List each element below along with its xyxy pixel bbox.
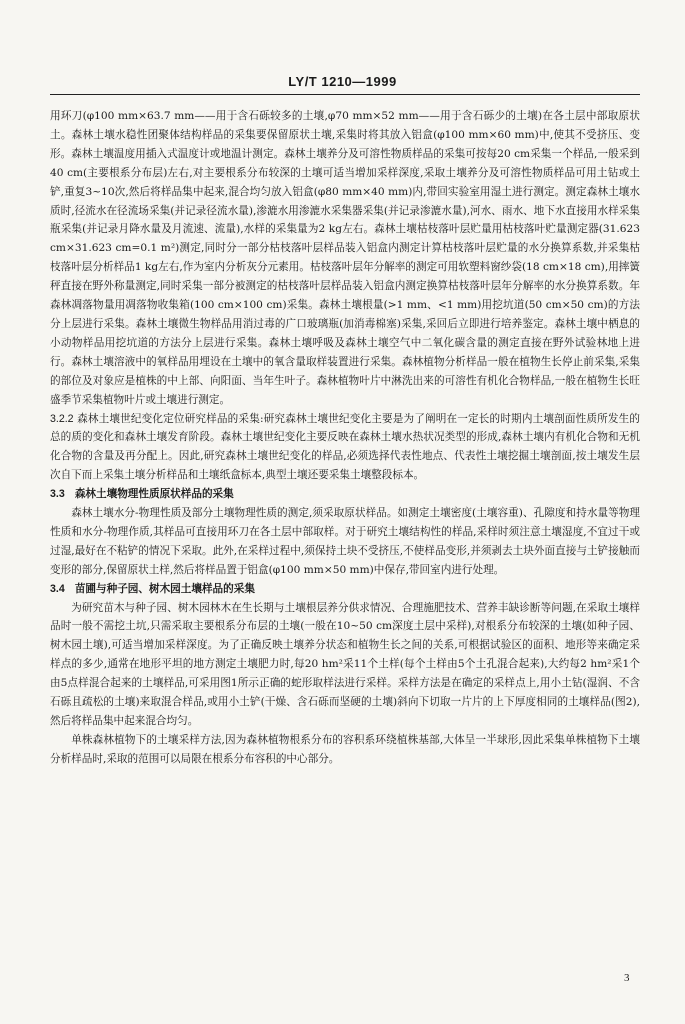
section-3-4-text: 为研究苗木与种子园、树木园林木在生长期与土壤根层养分供求情况、合理施肥技术、营养丰缺诊断等问题,在采取土壤样品时一般不需挖土坑,只需采取主要根系分布层的土壤(一般在10~50 cm深度土层中采样),对根系分布较深的土壤(如种子园、树木园土壤),可适当增加采样深度。为了正确反映土壤养分状态和植物生长之间的关系,可根据试验区的面积、地形等来确定采样点的多少,通常在地形平坦的地方测定土壤肥力时,每20 hm²采11个土样(每个土样由5个土孔混合起来),大约每2 hm²采1个由5点样混合起来的土壤样品,可采用图1所示正确的蛇形取样法进行采样。采样方法是在确定的采样点上,用小土钻(湿润、不含石砾且疏松的土壤)来取混合样品,或用小土铲(干燥、含石砾而坚硬的土壤)斜向下切取一片片的上下厚度相同的土壤样品(图2),然后将样品集中起来混合均匀。 — [50, 601, 640, 727]
standard-number: LY/T 1210—1999 — [288, 74, 397, 89]
section-title: 森林土壤物理性质原状样品的采集 — [74, 488, 234, 501]
section-3-4-heading — [50, 580, 640, 599]
section-number: 3.3 — [50, 488, 65, 501]
page-number: 3 — [624, 972, 630, 984]
header-rule — [50, 94, 640, 95]
section-text: 森林土壤世纪变化定位研究样品的采集:研究森林土壤世纪变化主要是为了阐明在一定长的时期内土壤剖面性质所发生的总的质的变化和森林土壤发育阶段。森林土壤世纪变化主要反映在森林土壤水热状况类型的形成,森林土壤内有机化合物和无机化合物的含量及再分配上。因此,研究森林土壤世纪变化的样品,必须选择代表性地点、代表性土壤挖掘土壤剖面,按土壤发生层次自下而上采集土壤分析样品和土壤纸盒标本,典型土壤还要采集土壤整段标本。 — [50, 412, 640, 482]
section-title: 苗圃与种子园、树木园土壤样品的采集 — [74, 582, 255, 595]
paragraph-sampling-methods: 用环刀(φ100 mm×63.7 mm——用于含石砾较多的土壤,φ70 mm×52 mm——用于含石砾少的土壤)在各土层中部取原状土。森林土壤水稳性团聚体结构样品的采集要保留原状土壤,采集时将其放入铝盒(φ100 mm×60 mm)中,使其不受挤压、变形。森林土壤温度用插入式温度计或地温计测定。森林土壤养分及可溶性物质样品的采集可按每20 cm采集一个样品,一般采到40 cm(主要根系分布层)左右,对主要根系分布较深的土壤可适当增加采样深度,采取土壤养分及可溶性物质样品可用土钻或土铲,重复3~10次,然后将样品集中起来,混合均匀放入铝盒(φ80 mm×40 mm)内,带回实验室用湿土进行测定。测定森林土壤水质时,径流水在径流场采集(并记录径流水量),渗漉水用渗漉水采集器采集(并记录渗漉水量),河水、雨水、地下水直接用水样采集瓶采集(并记录月降水量及月流速、流量),水样的采集量为2 kg左右。森林土壤枯枝落叶层贮量用枯枝落叶贮量测定器(31.623 cm×31.623 cm=0.1 m²)测定,同时分一部分枯枝落叶层样品装入铝盒内测定计算枯枝落叶层贮量的水分换算系数,并采集枯枝落叶层分析样品1 kg左右,作为室内分析灰分元素用。枯枝落叶层年分解率的测定可用软塑料窗纱袋(18 cm×18 cm),用摔簧秤直接在野外称量测定,同时采集一部分被测定的枯枝落叶层样品装入铝盒内测定换算枯枝落叶层年分解率的水分换算系数。年森林凋落物量用凋落物收集箱(100 cm×100 cm)采集。森林土壤根量(>1 mm、<1 mm)用挖坑道(50 cm×50 cm)的方法分上层进行采集。森林土壤微生物样品用消过毒的广口玻璃瓶(加消毒棉塞)采集,采回后立即进行培养鉴定。森林土壤中栖息的小动物样品用挖坑道的方法分上层进行采集。森林土壤呼吸及森林土壤空气中二氧化碳含量的测定直接在野外试验林地上进行。森林土壤溶液中的氧样品用埋设在土壤中的氧含量取样装置进行采集。森林植物分析样品一般在植物生长停止前采集,采集的部位及对象应是植株的中上部、向阳面、当年生叶子。森林植物叶片中淋洗出来的可溶性有机化合物样品,一般在植物生长旺盛季节采集植物叶片或土壤进行测定。 — [50, 110, 640, 406]
section-3-2-2 — [50, 410, 640, 486]
body-text — [50, 107, 640, 769]
section-number: 3.2.2 — [50, 412, 74, 425]
section-3-3-text: 森林土壤水分-物理性质及部分土壤物理性质的测定,须采取原状样品。如测定土壤密度(土壤容重)、孔隙度和持水量等物理性质和水分-物理作质,其样品可直接用环刀在各土层中部取样。对于研究土壤结构性的样品,采样时须注意土壤湿度,不宜过干或过湿,最好在不粘铲的情况下采取。此外,在采样过程中,须保持土块不受挤压,不使样品变形,并须剥去土块外面直接与土铲接触而变形的部分,保留原状土样,然后将样品置于铝盒(φ100 mm×50 mm)中保存,带回室内进行处理。 — [50, 507, 640, 576]
section-3-3-heading — [50, 485, 640, 504]
paragraph-single-plant: 单株森林植物下的土壤采样方法,因为森林植物根系分布的容积系环绕植株基部,大体呈一半球形,因此采集单株植物下土壤分析样品时,采取的范围可以局限在根系分布容积的中心部分。 — [50, 733, 640, 765]
section-number: 3.4 — [50, 582, 65, 595]
